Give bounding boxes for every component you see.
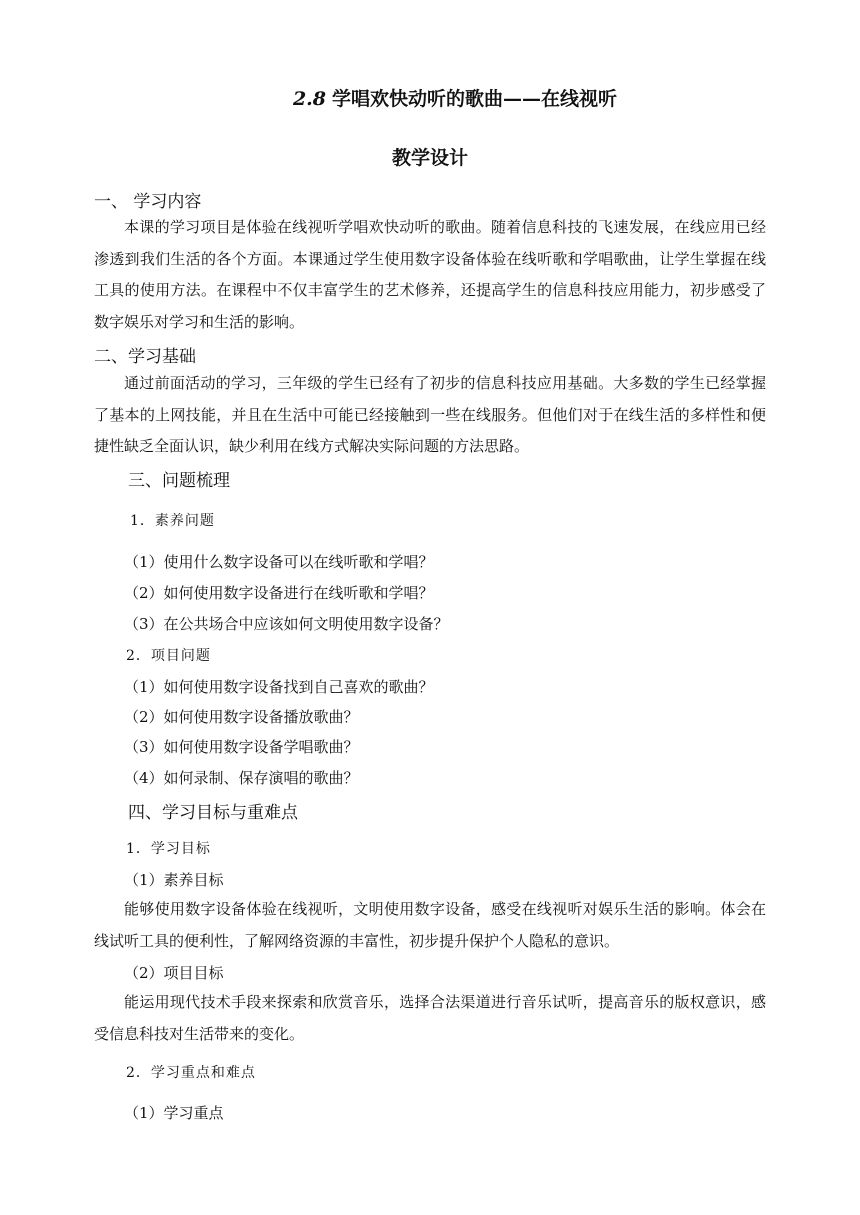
document-title bbox=[0, 84, 860, 111]
section-4-heading: 四、学习目标与重难点 bbox=[128, 803, 298, 823]
section-3-heading: 三、问题梳理 bbox=[128, 471, 230, 491]
question-item: （4）如何录制、保存演唱的歌曲？ bbox=[124, 769, 359, 787]
question-group-2-label: 2．项目问题 bbox=[126, 648, 211, 664]
section-2-paragraph: 通过前面活动的学习，三年级的学生已经有了初步的信息科技应用基础。大多数的学生已经掌握了基本的上网技能，并且在生活中可能已经接触到一些在线服务。但他们对于在线生活的多样性和便捷性缺乏全面认识，缺少利用在线方式解决实际问题的方法思路。 bbox=[94, 374, 766, 455]
goal-2-text: 能运用现代技术手段来探索和欣赏音乐，选择合法渠道进行音乐试听，提高音乐的版权意识，感受信息科技对生活带来的变化。 bbox=[94, 993, 766, 1043]
section-1-paragraph: 本课的学习项目是体验在线视听学唱欢快动听的歌曲。随着信息科技的飞速发展，在线应用已经渗透到我们生活的各个方面。本课通过学生使用数字设备体验在线听歌和学唱歌曲，让学生掌握在线工具的使用方法。在课程中不仅丰富学生的艺术修养，还提高学生的信息科技应用能力，初步感受了数字娱乐对学习和生活的影响。 bbox=[94, 218, 766, 331]
question-item: （1）如何使用数字设备找到自己喜欢的歌曲？ bbox=[124, 678, 434, 696]
lesson-number: 2.8 bbox=[292, 88, 327, 110]
question-item: （3）如何使用数字设备学唱歌曲？ bbox=[124, 738, 359, 756]
key-points-label: 2．学习重点和难点 bbox=[126, 1065, 256, 1081]
document-subtitle: 教学设计 bbox=[391, 147, 468, 169]
question-item: （2）如何使用数字设备播放歌曲？ bbox=[124, 708, 359, 726]
question-group-1-label: 1．素养问题 bbox=[130, 513, 215, 529]
key-point-1-label: （1）学习重点 bbox=[124, 1104, 224, 1122]
section-2-heading: 二、学习基础 bbox=[94, 347, 196, 367]
goal-1-label: （1）素养目标 bbox=[124, 871, 224, 889]
goal-2-label: （2）项目目标 bbox=[124, 964, 224, 982]
question-item: （2）如何使用数字设备进行在线听歌和学唱？ bbox=[124, 584, 434, 602]
lesson-title: 学唱欢快动听的歌曲——在线视听 bbox=[332, 88, 618, 110]
question-item: （1）使用什么数字设备可以在线听歌和学唱？ bbox=[124, 553, 434, 571]
question-item: （3）在公共场合中应该如何文明使用数字设备？ bbox=[124, 615, 449, 633]
section-1-heading: 一、 学习内容 bbox=[94, 192, 202, 212]
goal-label: 1．学习目标 bbox=[126, 841, 211, 857]
goal-1-text: 能够使用数字设备体验在线视听，文明使用数字设备，感受在线视听对娱乐生活的影响。体会在线试听工具的便利性，了解网络资源的丰富性，初步提升保护个人隐私的意识。 bbox=[94, 900, 766, 950]
